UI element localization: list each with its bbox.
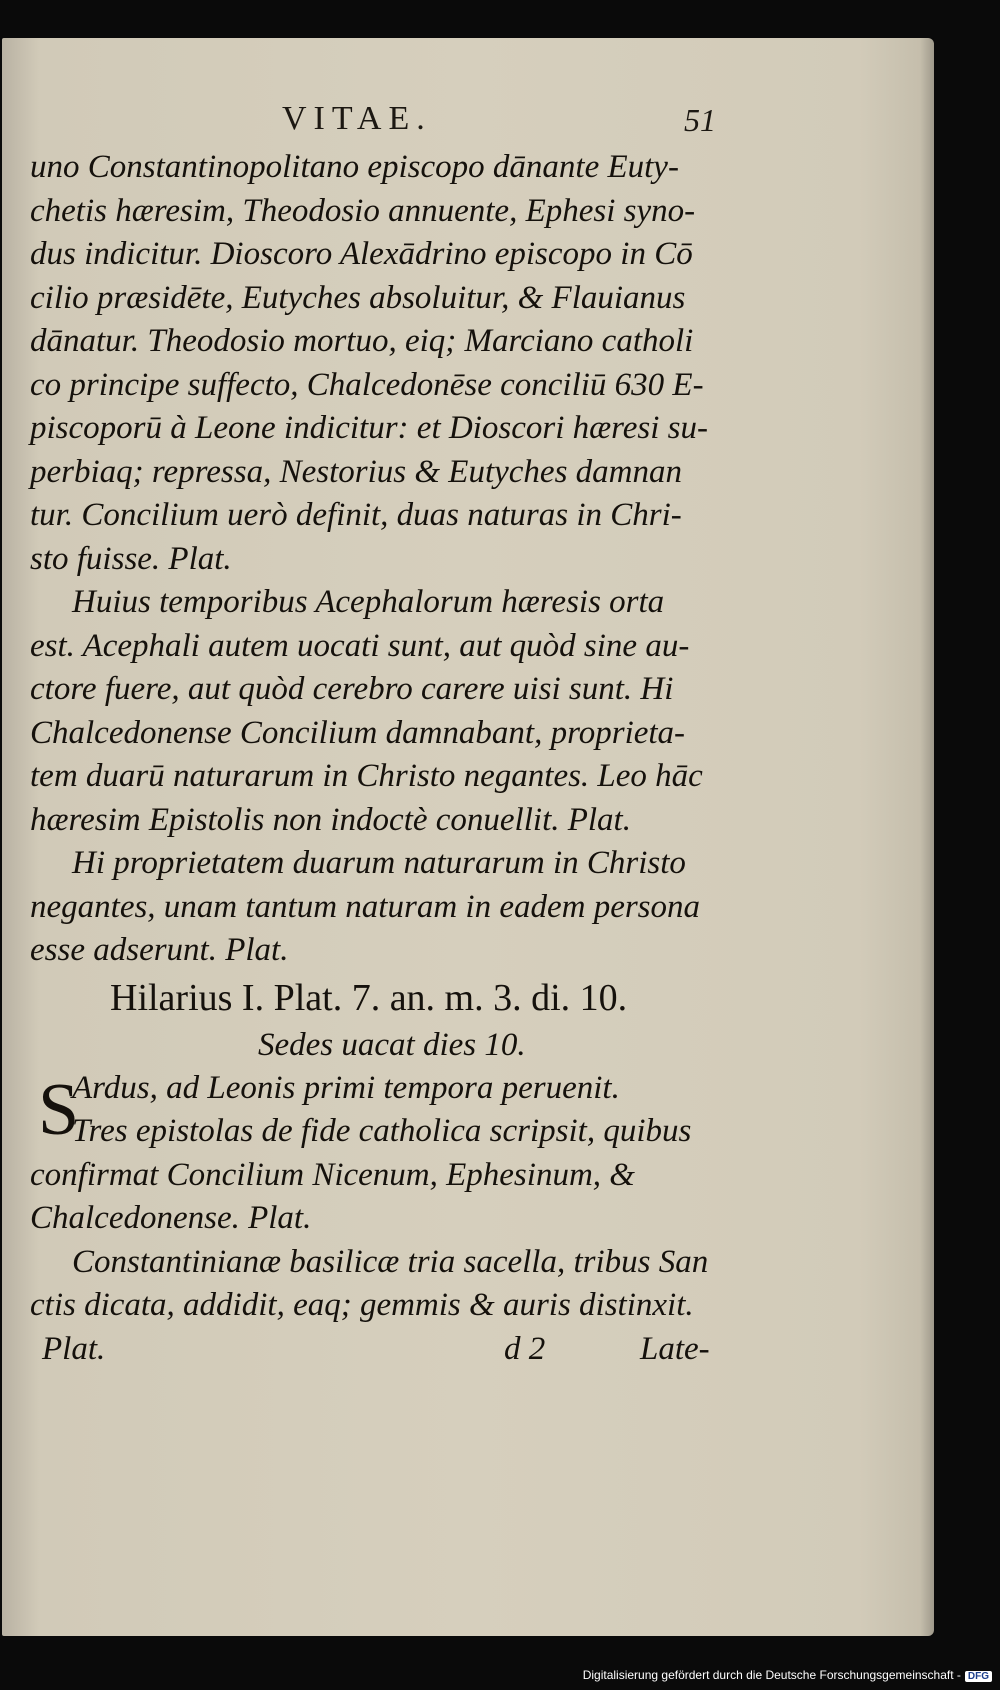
vacancy-note: Sedes uacat dies 10. [258, 1026, 526, 1063]
paragraph-2 [30, 581, 720, 842]
signature-mark: d 2 [504, 1330, 546, 1367]
running-head: VITAE. [282, 100, 432, 137]
credit-text: Digitalisierung gefördert durch die Deutsche Forschungsgemeinschaft - [582, 1668, 961, 1682]
text-line: ctis dicata, addidit, eaq; gemmis & auris distinxit. [30, 1287, 694, 1323]
text-line: ctore fuere, aut quòd cerebro carere uisi sunt. Hi [30, 671, 674, 707]
text-line: dus indicitur. Dioscoro Alexādrino episcopo in Cō [30, 236, 693, 272]
text-line: confirmat Concilium Nicenum, Ephesinum, & [30, 1156, 635, 1193]
text-line: piscoporū à Leone indicitur: et Dioscori hæresi su- [30, 410, 708, 446]
dfg-logo: DFG [965, 1671, 992, 1682]
text-line: Hi proprietatem duarum naturarum in Christo [72, 845, 686, 881]
text-line: Ardus, ad Leonis primi tempora peruenit. [72, 1069, 620, 1106]
text-line: dānatur. Theodosio mortuo, eiq; Marciano catholi [30, 323, 694, 359]
text-line: Chalcedonense. Plat. [30, 1200, 312, 1236]
body-text [30, 146, 720, 1371]
closing-line [30, 1328, 720, 1372]
text-line: Constantinianæ basilicæ tria sacella, tribus San [72, 1243, 709, 1280]
text-line: Plat. [42, 1330, 106, 1367]
page-number: 51 [684, 102, 716, 138]
text-line: tem duarū naturarum in Christo negantes. Leo hāc [30, 758, 703, 794]
entry-heading: Hilarius I. Plat. 7. an. m. 3. di. 10. [110, 976, 628, 1019]
text-line: hæresim Epistolis non indoctè conuellit. Plat. [30, 801, 631, 838]
text-line: Tres epistolas de fide catholica scripsit, quibus [72, 1113, 692, 1149]
text-line: cilio præsidēte, Eutyches absoluitur, & Flauianus [30, 279, 686, 316]
text-line: Chalcedonense Concilium damnabant, proprieta- [30, 714, 686, 751]
text-line: uno Constantinopolitano episcopo dānante Euty- [30, 149, 679, 185]
text-line: esse adserunt. Plat. [30, 932, 289, 968]
paragraph-1 [30, 146, 720, 581]
text-line: tur. Concilium uerò definit, duas naturas in Chri- [30, 497, 682, 533]
text-line: Huius temporibus Acephalorum hæresis orta [72, 584, 665, 620]
text-line: perbiaq; repressa, Nestorius & Eutyches damnan [30, 453, 682, 490]
paragraph-3 [30, 842, 720, 973]
drop-cap: S [38, 1068, 80, 1151]
catchword: Late- [640, 1330, 710, 1367]
text-line: est. Acephali autem uocati sunt, aut quòd sine au- [30, 627, 690, 664]
page-header [0, 100, 1000, 150]
text-line: negantes, unam tantum naturam in eadem persona [30, 888, 701, 925]
text-line: co principe suffecto, Chalcedonēse conciliū 630 E- [30, 366, 704, 403]
text-line: chetis hæresim, Theodosio annuente, Ephesi syno- [30, 192, 696, 229]
text-line: sto fuisse. Plat. [30, 540, 232, 577]
digitization-credit [583, 1668, 992, 1682]
